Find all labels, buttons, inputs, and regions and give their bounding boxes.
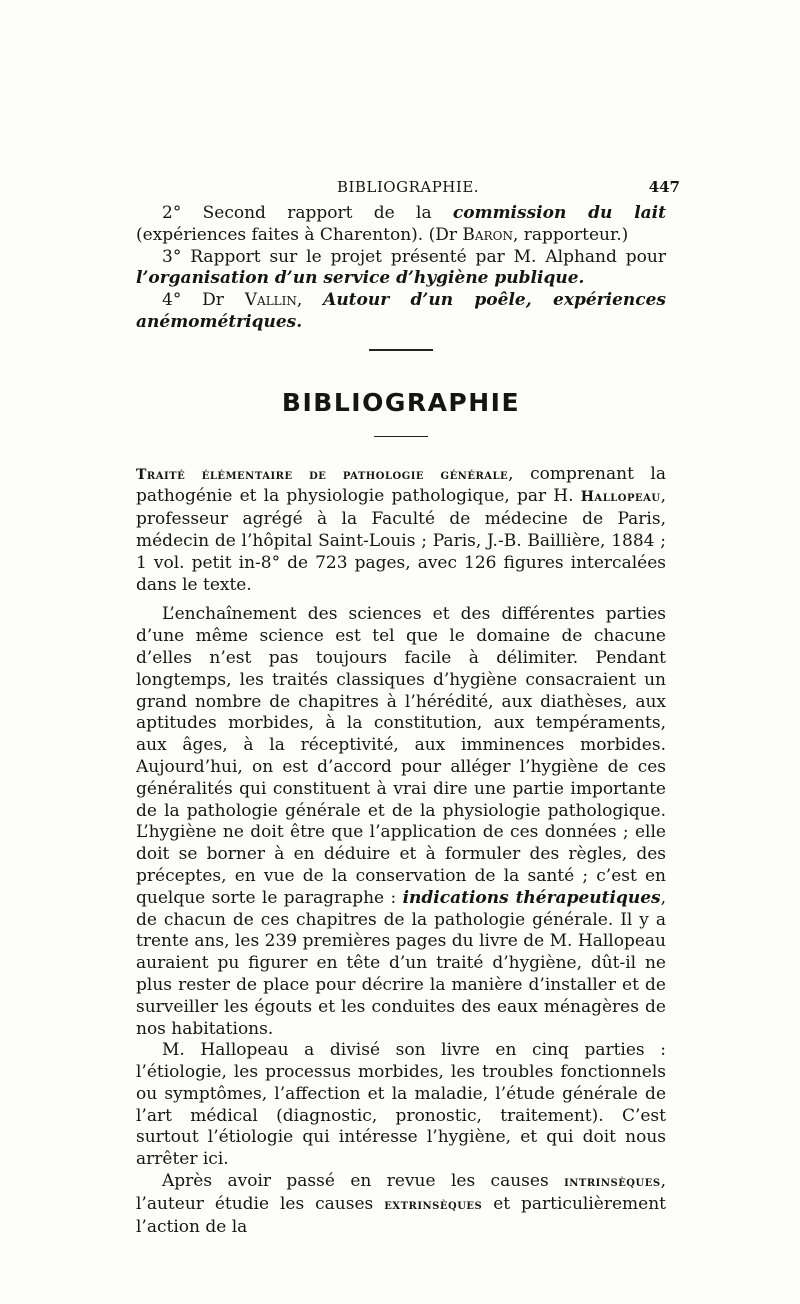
book-desc-2: , professeur agrégé à la Faculté de médecine de Paris, médecin de l’hôpital Saint-Louis ; Paris, J.-B. Baillière, 1884 ; 1 vol. petit in-8° de 723 pages, avec 126 figures intercalées dans le texte.: [136, 486, 666, 595]
report-2-rest: (expériences faites à Charenton). (Dr: [136, 224, 463, 245]
section-title: BIBLIOGRAPHIE: [281, 387, 521, 417]
paragraph-3-term-1: intrinsèques: [564, 1174, 661, 1191]
report-item-4: [136, 290, 666, 334]
paragraph-1-emphasis: indications thérapeutiques: [402, 887, 661, 908]
report-4-author: Vallin: [244, 290, 297, 311]
book-desc-1: , comprenant la pathogénie et la physiologie pathologique, par H.: [136, 463, 666, 507]
running-title: BIBLIOGRAPHIE.: [336, 178, 480, 196]
paragraph-1-part-b: , de chacun de ces chapitres de la pathologie générale. Il y a trente ans, les 239 premières pages du livre de M. Hallopeau auraient pu figurer en tête d’un traité d’hygiène, dût-il ne plus rester de place pour décrire la manière d’installer et de surveiller les égouts et les conduites des eaux ménagères de nos habitations.: [136, 887, 666, 1039]
paragraph-1-part-a: L’enchaînement des sciences et des différentes parties d’une même science est tel que le domaine de chacune d’elles n’est pas toujours facile à délimiter. Pendant longtemps, les traités classiques d’hygiène consacraient un grand nombre de chapitres à l’hérédité, aux diathèses, aux aptitudes morbides, à la constitution, aux tempéraments, aux âges, à la réceptivité, aux imminences morbides. Aujourd’hui, on est d’accord pour alléger l’hygiène de ces généralités qui constituent à vrai dire une partie importante de la pathologie générale et de la physiologie pathologique. L’hygiène ne doit être que l’application de ces données ; elle doit se borner à en déduire et à formuler des règles, des préceptes, en vue de la conservation de la santé ; c’est en quelque sorte le paragraphe :: [136, 604, 666, 908]
report-2-end: , rapporteur.): [512, 224, 629, 245]
report-3-title: l’organisation d’un service d’hygiène publique.: [136, 268, 585, 289]
report-2-title: commission du lait: [452, 203, 666, 223]
paragraph-3-term-2: extrinsèques: [384, 1196, 483, 1213]
book-author: Hallopeau: [580, 489, 661, 506]
report-4-sep: ,: [296, 290, 324, 311]
book-reference: [136, 464, 666, 597]
report-4-title: Autour d’un poêle, expériences anémométriques.: [136, 290, 666, 332]
report-3-intro: 3° Rapport sur le projet présenté par M. Alphand pour: [162, 246, 666, 267]
paragraph-3-part-c: et particulièrement l’action de la: [136, 1193, 666, 1237]
report-4-intro: 4° Dr: [162, 290, 245, 311]
report-2-author: Baron: [462, 224, 513, 245]
report-item-3: [136, 247, 666, 291]
page-header: [136, 178, 680, 200]
title-rule: [374, 436, 428, 437]
page-body: [136, 203, 666, 1238]
paragraph-3-part-b: , l’auteur étudie les causes: [136, 1171, 666, 1214]
review-paragraph-3: [136, 1171, 666, 1238]
review-paragraph-2: M. Hallopeau a divisé son livre en cinq parties : l’étiologie, les processus morbides, les troubles fonctionnels ou symptômes, l’affection et la maladie, l’étude générale de l’art médical (diagnostic, pronostic, traitement). C’est surtout l’étiologie qui intéresse l’hygiène, et qui doit nous arrêter ici.: [136, 1040, 666, 1170]
book-title: Traité élémentaire de pathologie générale: [136, 466, 509, 483]
review-paragraph-1: [136, 604, 666, 1040]
separator-rule: [369, 349, 433, 351]
report-2-intro: 2° Second rapport de la: [162, 203, 453, 223]
report-item-2: [136, 203, 666, 247]
paragraph-3-part-a: Après avoir passé en revue les causes: [162, 1171, 565, 1192]
page-number: 447: [648, 178, 680, 196]
